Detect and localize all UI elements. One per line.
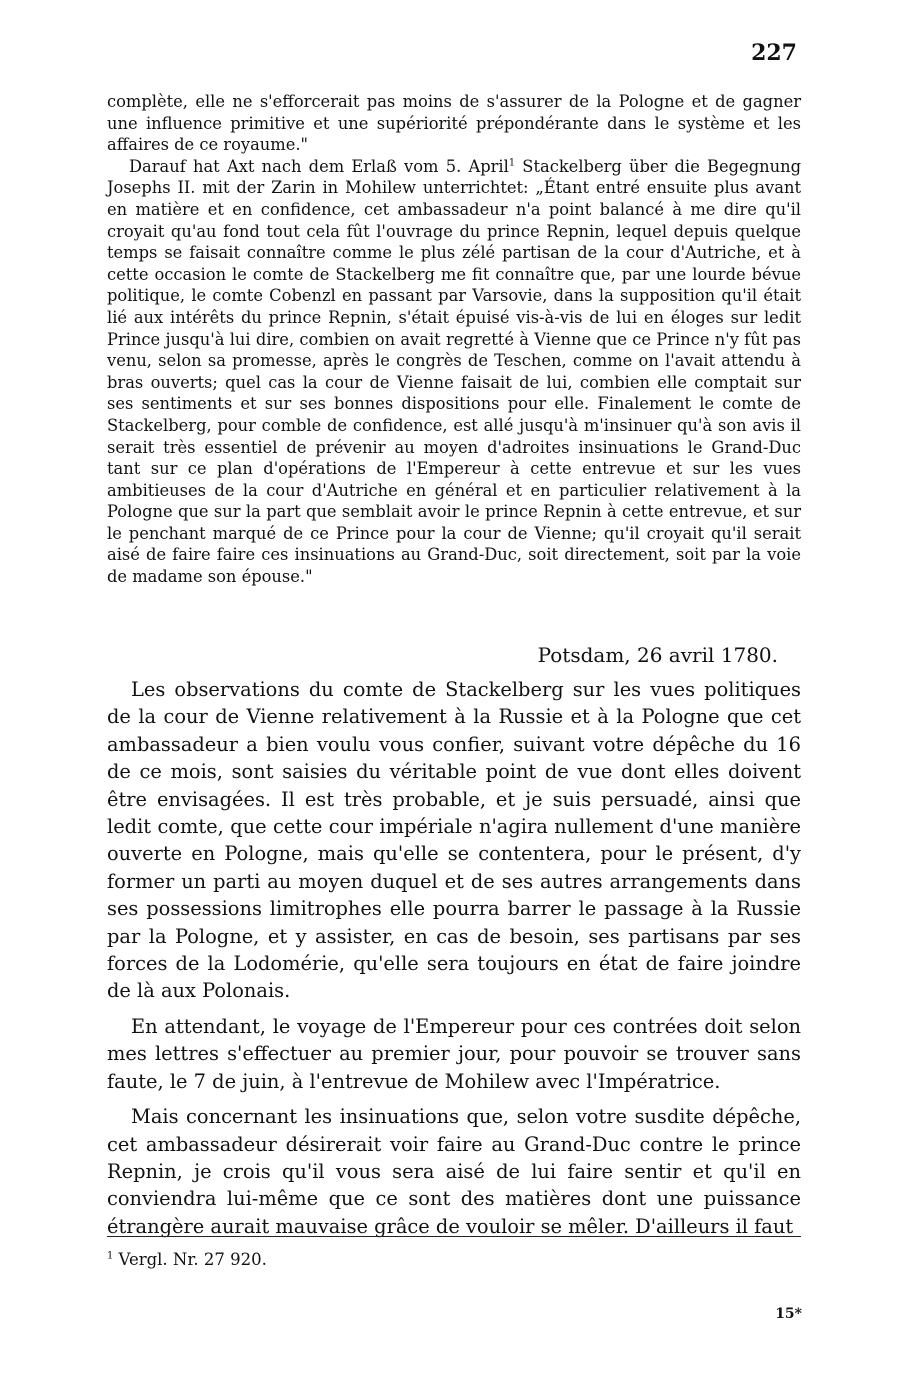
letter-paragraph: Mais concernant les insinuations que, selon votre susdite dépêche, cet ambassadeur désirerait voir faire au Grand-Duc contre le prince Repnin, je crois qu'il vous sera aisé de lui faire sentir et qu'il en conviendra lui-même que ce sont des matières dont une puissance étrangère aurait mauvaise grâce de vouloir se mêler. D'ailleurs il faut: [107, 1105, 801, 1238]
footnote-divider: [107, 1236, 801, 1237]
report-text-rest: Stackelberg über die Begegnung Josephs II. mit der Zarin in Mohilew unterrichtet: „Étant entré ensuite plus avant en matière et en confidence, cet ambassadeur n'a point balancé à me dire qu'il croyait qu'au fond tout cela fût l'ouvrage du prince Repnin, lequel depuis quelque temps se faisait connaître comme le plus zélé partisan de la cour d'Autriche, et à cette occasion le comte de Stackelberg me fit connaître que, par une lourde bévue politique, le comte Cobenzl en passant par Varsovie, dans la supposition qu'il était lié aux intérêts du prince Repnin, s'était épuisé vis-à-vis de lui en éloges sur ledit Prince jusqu'à lui dire, combien on avait regretté à Vienne que ce Prince n'y fût pas venu, selon sa promesse, après le congrès de Teschen, comme on l'avait attendu à bras ouverts; quel cas la cour de Vienne faisait de lui, combien elle comptait sur ses sentiments et sur ses bonnes dispositions pour elle. Finalement le comte de Stackelberg, pour comble de confidence, est allé jusqu'à m'insinuer qu'à son avis il serait très essentiel de prévenir au moyen d'adroites insinuations le Grand-Duc tant sur ce plan d'opérations de l'Empereur à cette entrevue et sur les vues ambitieuses de la cour d'Autriche en général et en particulier relativement à la Pologne que sur la part que semblait avoir le prince Repnin à cette entrevue, et sur le penchant marqué de ce Prince pour la cour de Vienne; qu'il croyait qu'il serait aisé de faire faire ces insinuations au Grand-Duc, soit directement, soit par la voie de madame son épouse.": [107, 156, 802, 587]
footnote-text: Vergl. Nr. 27 920.: [113, 1250, 267, 1269]
letter-body: [107, 676, 801, 1240]
footnote-marker: 1: [107, 1250, 114, 1262]
report-paragraph: [107, 156, 801, 588]
page-number: 227: [751, 40, 797, 66]
report-text-start: Darauf hat Axt nach dem Erlaß vom 5. April: [129, 156, 509, 176]
continued-paragraph: complète, elle ne s'efforcerait pas moins de s'assurer de la Pologne et de gagner une influence primitive et une supériorité prépondérante dans le système et les affaires de ce royaume.": [107, 92, 801, 155]
report-section: [107, 91, 801, 588]
letter-paragraph: Les observations du comte de Stackelberg sur les vues politiques de la cour de Vienne relativement à la Russie et à la Pologne que cet ambassadeur a bien voulu vous confier, suivant votre dépêche du 16 de ce mois, sont saisies du véritable point de vue dont elles doivent être envisagées. Il est très probable, et je suis persuadé, ainsi que ledit comte, que cette cour impériale n'agira nullement d'une manière ouverte en Pologne, mais qu'elle se contentera, pour le présent, d'y former un parti au moyen duquel et de ses autres arrangements dans ses possessions limitrophes elle pourra barrer le passage à la Russie par la Pologne, et y assister, en cas de besoin, ses partisans par ses forces de la Lodomérie, qu'elle sera toujours en état de faire joindre de là aux Polonais.: [107, 678, 801, 1003]
letter-dateline: Potsdam, 26 avril 1780.: [537, 643, 778, 667]
footnote: [107, 1250, 267, 1269]
footnote-reference: 1: [508, 157, 516, 169]
letter-paragraph: En attendant, le voyage de l'Empereur pour ces contrées doit selon mes lettres s'effectuer au premier jour, pour pouvoir se trouver sans faute, le 7 de juin, à l'entrevue de Mohilew avec l'Impératrice.: [107, 1014, 801, 1093]
signature-mark: 15*: [775, 1306, 802, 1322]
